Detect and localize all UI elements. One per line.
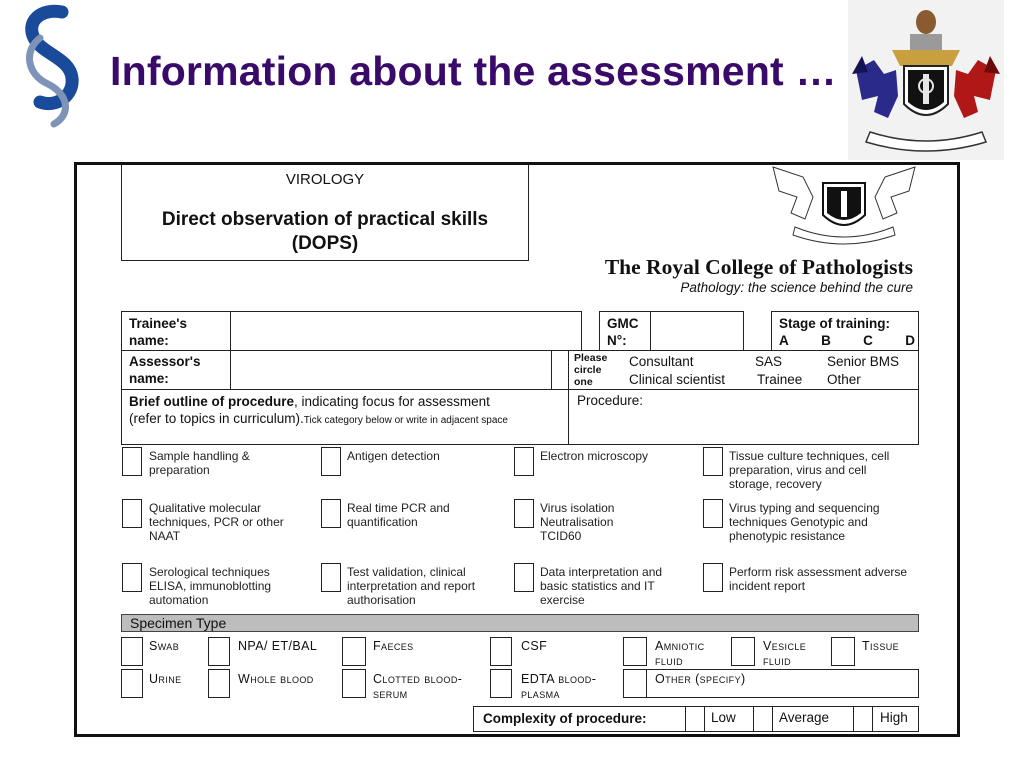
category-label: Real time PCR and quantification — [347, 501, 450, 529]
stage-option-c[interactable]: C — [863, 333, 873, 348]
category-label: Qualitative molecular techniques, PCR or other NAAT — [149, 501, 284, 543]
specimen-label: Urine — [149, 672, 182, 686]
specimen-checkbox[interactable] — [208, 637, 230, 666]
complexity-label: Complexity of procedure: — [483, 711, 647, 726]
specimen-checkbox[interactable] — [831, 637, 855, 666]
specimen-checkbox[interactable] — [121, 669, 143, 698]
specimen-label: Vesicle fluid — [763, 639, 807, 668]
category-checkbox[interactable] — [514, 447, 534, 476]
specimen-label: Whole blood — [238, 672, 314, 686]
dops-form — [74, 162, 960, 737]
specimen-label: Tissue — [862, 639, 900, 653]
specimen-checkbox[interactable] — [623, 637, 647, 666]
category-checkbox[interactable] — [122, 499, 142, 528]
specimen-checkbox[interactable] — [121, 637, 143, 666]
complexity-checkbox[interactable] — [853, 706, 873, 732]
category-checkbox[interactable] — [321, 447, 341, 476]
category-checkbox[interactable] — [122, 563, 142, 592]
category-label: Serological techniques ELISA, immunoblotting automation — [149, 565, 272, 607]
college-name: The Royal College of Pathologists — [604, 255, 913, 279]
category-label: Perform risk assessment adverse incident report — [729, 565, 908, 593]
assessor-name-field[interactable] — [230, 350, 552, 390]
category-checkbox[interactable] — [321, 563, 341, 592]
category-label: Sample handling & preparation — [149, 449, 250, 477]
form-title-line1: Direct observation of practical skills — [161, 209, 489, 230]
complexity-checkbox[interactable] — [753, 706, 773, 732]
category-checkbox[interactable] — [122, 447, 142, 476]
specimen-label: Clotted blood- serum — [373, 672, 463, 701]
stage-option-a[interactable]: A — [779, 333, 789, 348]
category-checkbox[interactable] — [703, 499, 723, 528]
trainee-label: Trainee's name: — [129, 316, 187, 348]
role-senior-bms[interactable]: Senior BMS — [827, 354, 900, 369]
category-label: Virus typing and sequencing techniques Genotypic and phenotypic resistance — [729, 501, 880, 543]
specimen-label: Faeces — [373, 639, 414, 653]
section-logo-icon — [10, 4, 90, 129]
outline-label: Brief outline of procedure — [129, 394, 295, 409]
category-label: Virus isolation Neutralisation TCID60 — [540, 501, 615, 543]
role-sas[interactable]: SAS — [755, 354, 783, 369]
specimen-checkbox[interactable] — [623, 669, 647, 698]
specimen-checkbox[interactable] — [731, 637, 755, 666]
discipline-label: VIROLOGY — [285, 171, 365, 188]
gmc-label: GMC N°: — [607, 316, 639, 348]
specimen-type-label: Specimen Type — [130, 615, 227, 631]
category-checkbox[interactable] — [703, 447, 723, 476]
assessor-label: Assessor's name: — [129, 354, 201, 386]
stage-option-b[interactable]: B — [821, 333, 831, 348]
slide-title: Information about the assessment … — [110, 48, 837, 94]
complexity-option-high: High — [880, 710, 908, 725]
outline-small-note: Tick category below or write in adjacent space — [303, 415, 508, 426]
category-checkbox[interactable] — [514, 563, 534, 592]
please-circle-note: Please circle one — [574, 352, 608, 388]
outline-text — [129, 393, 565, 429]
stage-label: Stage of training: — [779, 316, 890, 331]
role-other[interactable]: Other — [827, 372, 861, 387]
specimen-checkbox[interactable] — [490, 637, 512, 666]
category-label: Test validation, clinical interpretation and report authorisation — [347, 565, 476, 607]
specimen-label: CSF — [521, 639, 548, 653]
stage-option-d[interactable]: D — [905, 333, 915, 348]
outline-line2: (refer to topics in curriculum). — [129, 411, 304, 426]
specimen-checkbox[interactable] — [342, 669, 366, 698]
specimen-checkbox[interactable] — [342, 637, 366, 666]
gmc-number-field[interactable] — [650, 311, 744, 351]
college-tagline: Pathology: the science behind the cure — [680, 280, 913, 295]
specimen-label: Amniotic fluid — [655, 639, 705, 668]
specimen-checkbox[interactable] — [490, 669, 512, 698]
role-consultant[interactable]: Consultant — [629, 354, 694, 369]
college-crest-icon — [769, 163, 919, 249]
specimen-label: Other (specify) — [655, 672, 746, 686]
specimen-label: NPA/ ET/BAL — [238, 639, 318, 653]
trainee-name-field[interactable] — [230, 311, 582, 351]
form-title-line2: (DOPS) — [291, 233, 359, 254]
college-crest-icon — [848, 0, 1004, 160]
category-checkbox[interactable] — [514, 499, 534, 528]
category-checkbox[interactable] — [703, 563, 723, 592]
outline-label-rest: , indicating focus for assessment — [294, 394, 490, 409]
stage-options — [779, 333, 915, 348]
role-trainee[interactable]: Trainee — [757, 372, 803, 387]
complexity-checkbox[interactable] — [685, 706, 705, 732]
category-label: Electron microscopy — [540, 449, 649, 463]
category-label: Tissue culture techniques, cell preparation, virus and cell storage, recovery — [729, 449, 890, 491]
category-label: Antigen detection — [347, 449, 440, 463]
category-label: Data interpretation and basic statistics and IT exercise — [540, 565, 663, 607]
please-circle-cell — [551, 350, 569, 390]
specimen-label: EDTA blood- plasma — [521, 672, 597, 701]
role-clinical-scientist[interactable]: Clinical scientist — [629, 372, 726, 387]
specimen-type-header — [121, 614, 919, 632]
category-checkbox[interactable] — [321, 499, 341, 528]
procedure-label: Procedure: — [577, 393, 644, 408]
specimen-checkbox[interactable] — [208, 669, 230, 698]
specimen-label: Swab — [149, 639, 180, 653]
complexity-option-average: Average — [779, 710, 830, 725]
complexity-option-low: Low — [711, 710, 736, 725]
